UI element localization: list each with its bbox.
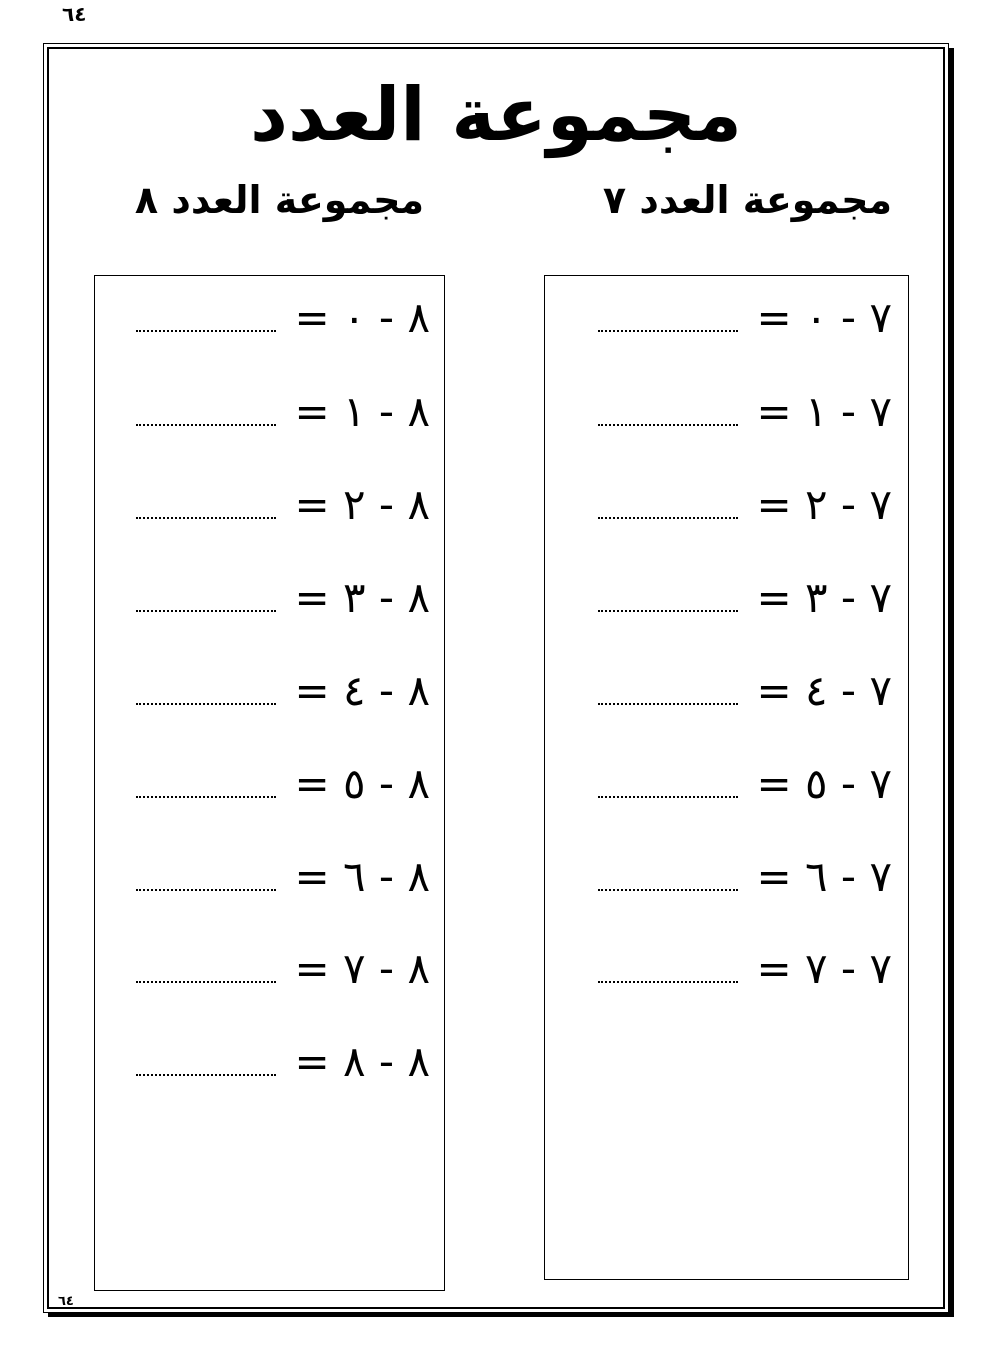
answer-blank[interactable] [136,328,276,332]
equation-row [598,944,892,994]
equation-text: ٧ - ٤ = [756,666,892,715]
answer-blank[interactable] [136,701,276,705]
frame-shadow-bottom [48,1313,954,1317]
answer-blank[interactable] [598,328,738,332]
answer-blank[interactable] [136,794,276,798]
equation-text: ٧ - ٧ = [756,944,892,993]
answer-blank[interactable] [598,979,738,983]
equation-text: ٨ - ٠ = [294,293,430,342]
answer-blank[interactable] [136,608,276,612]
equation-row [598,852,892,902]
equation-text: ٨ - ١ = [294,387,430,436]
equation-text: ٧ - ٣ = [756,573,892,622]
answer-blank[interactable] [136,422,276,426]
equation-text: ٧ - ٢ = [756,480,892,529]
equation-row [598,387,892,437]
equation-text: ٨ - ٥ = [294,759,430,808]
equation-row [136,293,430,343]
page-number-bottom: ٦٤ [58,1294,74,1309]
equation-text: ٨ - ٦ = [294,852,430,901]
page-title: مجموعة العدد [250,72,742,158]
page-number-top: ٦٤ [62,2,87,26]
answer-blank[interactable] [598,794,738,798]
equation-row [136,1037,430,1087]
answer-blank[interactable] [598,515,738,519]
answer-blank[interactable] [598,608,738,612]
answer-blank[interactable] [136,1072,276,1076]
answer-blank[interactable] [136,979,276,983]
equation-text: ٨ - ٧ = [294,944,430,993]
group-8-heading: مجموعة العدد ٨ [134,178,424,222]
answer-blank[interactable] [598,887,738,891]
equation-row [136,759,430,809]
frame-shadow-right [949,48,954,1316]
equation-text: ٨ - ٤ = [294,666,430,715]
equation-row [598,573,892,623]
answer-blank[interactable] [598,701,738,705]
equation-row [598,293,892,343]
equation-row [598,759,892,809]
equation-row [136,944,430,994]
equation-row [136,387,430,437]
equation-text: ٧ - ٥ = [756,759,892,808]
equation-text: ٨ - ٣ = [294,573,430,622]
answer-blank[interactable] [136,887,276,891]
equation-text: ٨ - ٢ = [294,480,430,529]
equation-text: ٧ - ١ = [756,387,892,436]
equation-text: ٧ - ٠ = [756,293,892,342]
equation-row [136,573,430,623]
equation-row [598,480,892,530]
equation-row [598,666,892,716]
equation-row [136,666,430,716]
equation-row [136,480,430,530]
equation-text: ٨ - ٨ = [294,1037,430,1086]
equation-text: ٧ - ٦ = [756,852,892,901]
equation-row [136,852,430,902]
answer-blank[interactable] [136,515,276,519]
answer-blank[interactable] [598,422,738,426]
group-7-heading: مجموعة العدد ٧ [602,178,892,222]
